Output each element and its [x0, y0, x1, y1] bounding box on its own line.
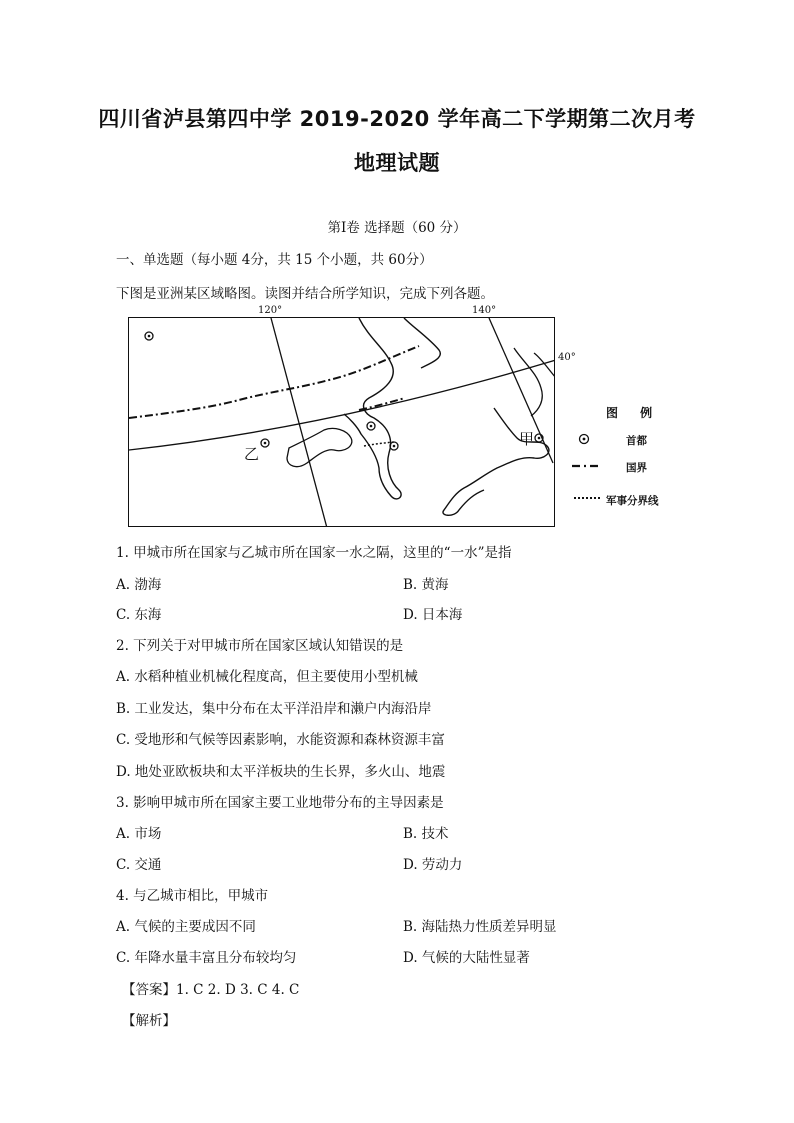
- question-3-stem: 3. 影响甲城市所在国家主要工业地带分布的主导因素是: [116, 795, 444, 811]
- answer-line: 【答案】1. C 2. D 3. C 4. C: [122, 982, 300, 998]
- question-3-option-c: C. 交通: [116, 857, 162, 873]
- legend-border-label: 国界: [626, 462, 647, 474]
- city-label-jia: 甲: [519, 430, 535, 448]
- capital-marker-1: [145, 332, 153, 340]
- legend-capital-icon: [580, 435, 589, 444]
- capital-marker-yi: [261, 439, 269, 447]
- lon-label-140: 140°: [472, 305, 497, 316]
- coast-north: [404, 318, 440, 368]
- question-1-option-d: D. 日本海: [403, 607, 463, 623]
- part-heading: 一、单选题（每小题 4分，共 15 个小题，共 60分）: [116, 252, 433, 268]
- page-title: 四川省泸县第四中学 2019-2020 学年高二下学期第二次月考: [98, 107, 696, 131]
- question-4-option-b: B. 海陆热力性质差异明显: [403, 919, 557, 935]
- coast-bohai: [287, 428, 352, 466]
- map-legend: [570, 400, 680, 520]
- analysis-label: 【解析】: [122, 1013, 176, 1029]
- region-map: [128, 317, 555, 527]
- question-3-option-d: D. 劳动力: [403, 857, 463, 873]
- intro-text: 下图是亚洲某区域略图。读图并结合所学知识，完成下列各题。: [116, 286, 494, 302]
- legend-capital-label: 首都: [626, 435, 647, 447]
- section-heading: 第Ⅰ卷 选择题（60 分）: [327, 220, 467, 236]
- question-1-option-a: A. 渤海: [116, 577, 162, 593]
- question-4-stem: 4. 与乙城市相比，甲城市: [116, 888, 269, 904]
- city-label-yi: 乙: [244, 445, 260, 463]
- question-2-stem: 2. 下列关于对甲城市所在国家区域认知错误的是: [116, 638, 404, 654]
- legend-military-label: 军事分界线: [606, 495, 659, 507]
- question-4-option-c: C. 年降水量丰富且分布较均匀: [116, 950, 297, 966]
- lon-label-120: 120°: [258, 305, 283, 316]
- lat-label-40: 40°: [558, 352, 576, 363]
- question-2-option-d: D. 地处亚欧板块和太平洋板块的生长界，多火山、地震: [116, 764, 446, 780]
- question-2-option-c: C. 受地形和气候等因素影响，水能资源和森林资源丰富: [116, 732, 445, 748]
- parallel-40: [129, 360, 555, 450]
- page-subtitle: 地理试题: [354, 151, 440, 175]
- question-1-option-b: B. 黄海: [403, 577, 449, 593]
- question-3-option-b: B. 技术: [403, 826, 449, 842]
- question-3-option-a: A. 市场: [116, 826, 162, 842]
- question-2-option-b: B. 工业发达，集中分布在太平洋沿岸和濑户内海沿岸: [116, 701, 432, 717]
- meridian-120: [271, 318, 327, 527]
- legend-title: 图 例: [606, 406, 662, 420]
- question-4-option-a: A. 气候的主要成因不同: [116, 919, 256, 935]
- question-4-option-d: D. 气候的大陆性显著: [403, 950, 530, 966]
- coast-japan: [443, 408, 549, 515]
- question-1-option-c: C. 东海: [116, 607, 162, 623]
- question-2-option-a: A. 水稻种植业机械化程度高，但主要使用小型机械: [116, 669, 418, 685]
- capital-marker-2: [367, 422, 375, 430]
- question-1-stem: 1. 甲城市所在国家与乙城市所在国家一水之隔，这里的“一水”是指: [116, 545, 512, 561]
- map-drawing: [129, 318, 555, 527]
